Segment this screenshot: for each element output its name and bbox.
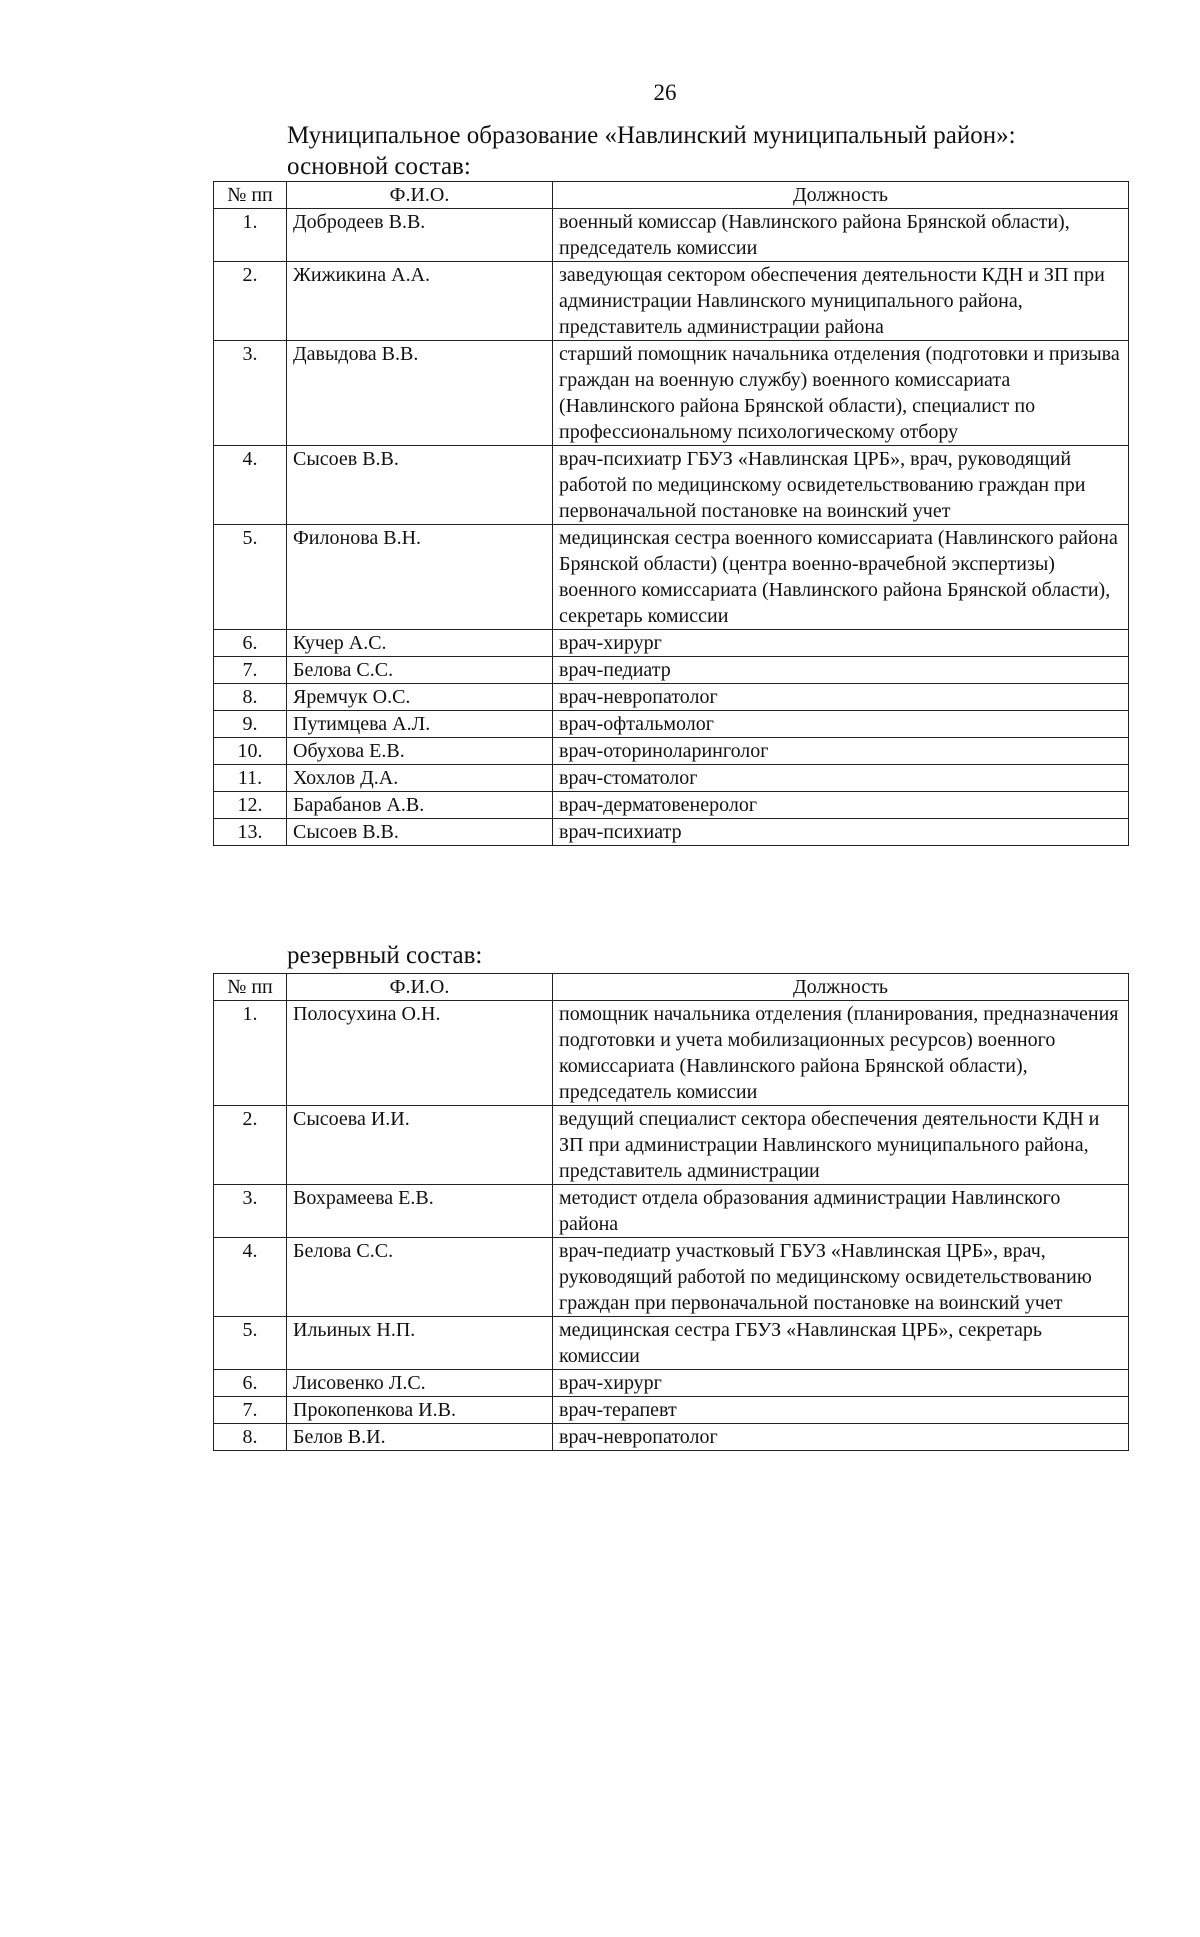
table-row (214, 1397, 1129, 1424)
member-name: Хохлов Д.А. (287, 765, 553, 792)
member-position: врач-хирург (553, 1370, 1129, 1397)
row-number: 4. (214, 1238, 287, 1317)
table-row (214, 1238, 1129, 1317)
document-heading (287, 120, 1147, 182)
member-position: врач-невропатолог (553, 684, 1129, 711)
member-name: Обухова Е.В. (287, 738, 553, 765)
member-name: Давыдова В.В. (287, 341, 553, 446)
column-header-name: Ф.И.О. (287, 974, 553, 1001)
row-number: 3. (214, 1185, 287, 1238)
member-name: Сысоева И.И. (287, 1106, 553, 1185)
row-number: 4. (214, 446, 287, 525)
row-number: 6. (214, 630, 287, 657)
table-row (214, 792, 1129, 819)
row-number: 2. (214, 1106, 287, 1185)
table-row (214, 1370, 1129, 1397)
row-number: 7. (214, 1397, 287, 1424)
member-name: Белов В.И. (287, 1424, 553, 1451)
row-number: 5. (214, 525, 287, 630)
row-number: 13. (214, 819, 287, 846)
member-position: врач-офтальмолог (553, 711, 1129, 738)
member-name: Сысоев В.В. (287, 819, 553, 846)
column-header-number: № пп (214, 182, 287, 209)
member-position: врач-невропатолог (553, 1424, 1129, 1451)
column-header-position: Должность (553, 182, 1129, 209)
main-composition-label: основной состав: (287, 153, 471, 180)
member-position: ведущий специалист сектора обеспечения деятельности КДН и ЗП при администрации Навлинского муниципального района, представитель администрации (553, 1106, 1129, 1185)
member-position: врач-педиатр участковый ГБУЗ «Навлинская ЦРБ», врач, руководящий работой по медицинскому освидетельствованию граждан при первоначальной постановке на воинский учет (553, 1238, 1129, 1317)
row-number: 7. (214, 657, 287, 684)
row-number: 9. (214, 711, 287, 738)
row-number: 1. (214, 1001, 287, 1106)
table-row (214, 209, 1129, 262)
table-row (214, 262, 1129, 341)
member-name: Добродеев В.В. (287, 209, 553, 262)
member-position: военный комиссар (Навлинского района Брянской области), председатель комиссии (553, 209, 1129, 262)
member-name: Ильиных Н.П. (287, 1317, 553, 1370)
table-header-row (214, 974, 1129, 1001)
table-row (214, 684, 1129, 711)
row-number: 1. (214, 209, 287, 262)
column-header-position: Должность (553, 974, 1129, 1001)
member-name: Вохрамеева Е.В. (287, 1185, 553, 1238)
member-position: методист отдела образования администрации Навлинского района (553, 1185, 1129, 1238)
member-position: старший помощник начальника отделения (подготовки и призыва граждан на военную службу) военного комиссариата (Навлинского района Брянской области), специалист по профессиональному психологическому отбору (553, 341, 1129, 446)
row-number: 8. (214, 684, 287, 711)
heading-title: Муниципальное образование «Навлинский муниципальный район»: (287, 122, 1016, 149)
table-header-row (214, 182, 1129, 209)
column-header-name: Ф.И.О. (287, 182, 553, 209)
member-position: медицинская сестра ГБУЗ «Навлинская ЦРБ», секретарь комиссии (553, 1317, 1129, 1370)
row-number: 11. (214, 765, 287, 792)
table-row (214, 657, 1129, 684)
member-name: Прокопенкова И.В. (287, 1397, 553, 1424)
member-name: Белова С.С. (287, 1238, 553, 1317)
member-name: Сысоев В.В. (287, 446, 553, 525)
member-position: помощник начальника отделения (планирования, предназначения подготовки и учета мобилизационных ресурсов) военного комиссариата (Навлинского района Брянской области), председатель комиссии (553, 1001, 1129, 1106)
reserve-composition-table (213, 973, 1129, 1451)
member-position: врач-оториноларинголог (553, 738, 1129, 765)
member-name: Полосухина О.Н. (287, 1001, 553, 1106)
page-number: 26 (653, 80, 677, 105)
member-name: Жижикина А.А. (287, 262, 553, 341)
member-position: врач-стоматолог (553, 765, 1129, 792)
table-row (214, 446, 1129, 525)
row-number: 12. (214, 792, 287, 819)
member-name: Барабанов А.В. (287, 792, 553, 819)
row-number: 2. (214, 262, 287, 341)
main-composition-table (213, 181, 1129, 846)
member-position: врач-хирург (553, 630, 1129, 657)
member-name: Путимцева А.Л. (287, 711, 553, 738)
row-number: 6. (214, 1370, 287, 1397)
table-row (214, 1424, 1129, 1451)
table-row (214, 1001, 1129, 1106)
member-position: заведующая сектором обеспечения деятельности КДН и ЗП при администрации Навлинского муниципального района, представитель администрации района (553, 262, 1129, 341)
member-position: врач-педиатр (553, 657, 1129, 684)
table-row (214, 765, 1129, 792)
table-row (214, 1185, 1129, 1238)
table-row (214, 1106, 1129, 1185)
row-number: 5. (214, 1317, 287, 1370)
table-row (214, 630, 1129, 657)
row-number: 10. (214, 738, 287, 765)
table-row (214, 819, 1129, 846)
table-row (214, 341, 1129, 446)
member-position: врач-психиатр (553, 819, 1129, 846)
member-name: Яремчук О.С. (287, 684, 553, 711)
row-number: 8. (214, 1424, 287, 1451)
member-name: Кучер А.С. (287, 630, 553, 657)
member-position: врач-дерматовенеролог (553, 792, 1129, 819)
table-row (214, 525, 1129, 630)
member-name: Белова С.С. (287, 657, 553, 684)
table-row (214, 711, 1129, 738)
table-row (214, 1317, 1129, 1370)
member-position: медицинская сестра военного комиссариата (Навлинского района Брянской области) (центра военно-врачебной экспертизы) военного комиссариата (Навлинского района Брянской области), секретарь комиссии (553, 525, 1129, 630)
member-name: Лисовенко Л.С. (287, 1370, 553, 1397)
column-header-number: № пп (214, 974, 287, 1001)
member-position: врач-психиатр ГБУЗ «Навлинская ЦРБ», врач, руководящий работой по медицинскому освидетельствованию граждан при первоначальной постановке на воинский учет (553, 446, 1129, 525)
member-position: врач-терапевт (553, 1397, 1129, 1424)
row-number: 3. (214, 341, 287, 446)
member-name: Филонова В.Н. (287, 525, 553, 630)
reserve-composition-label: резервный состав: (287, 942, 483, 969)
table-row (214, 738, 1129, 765)
